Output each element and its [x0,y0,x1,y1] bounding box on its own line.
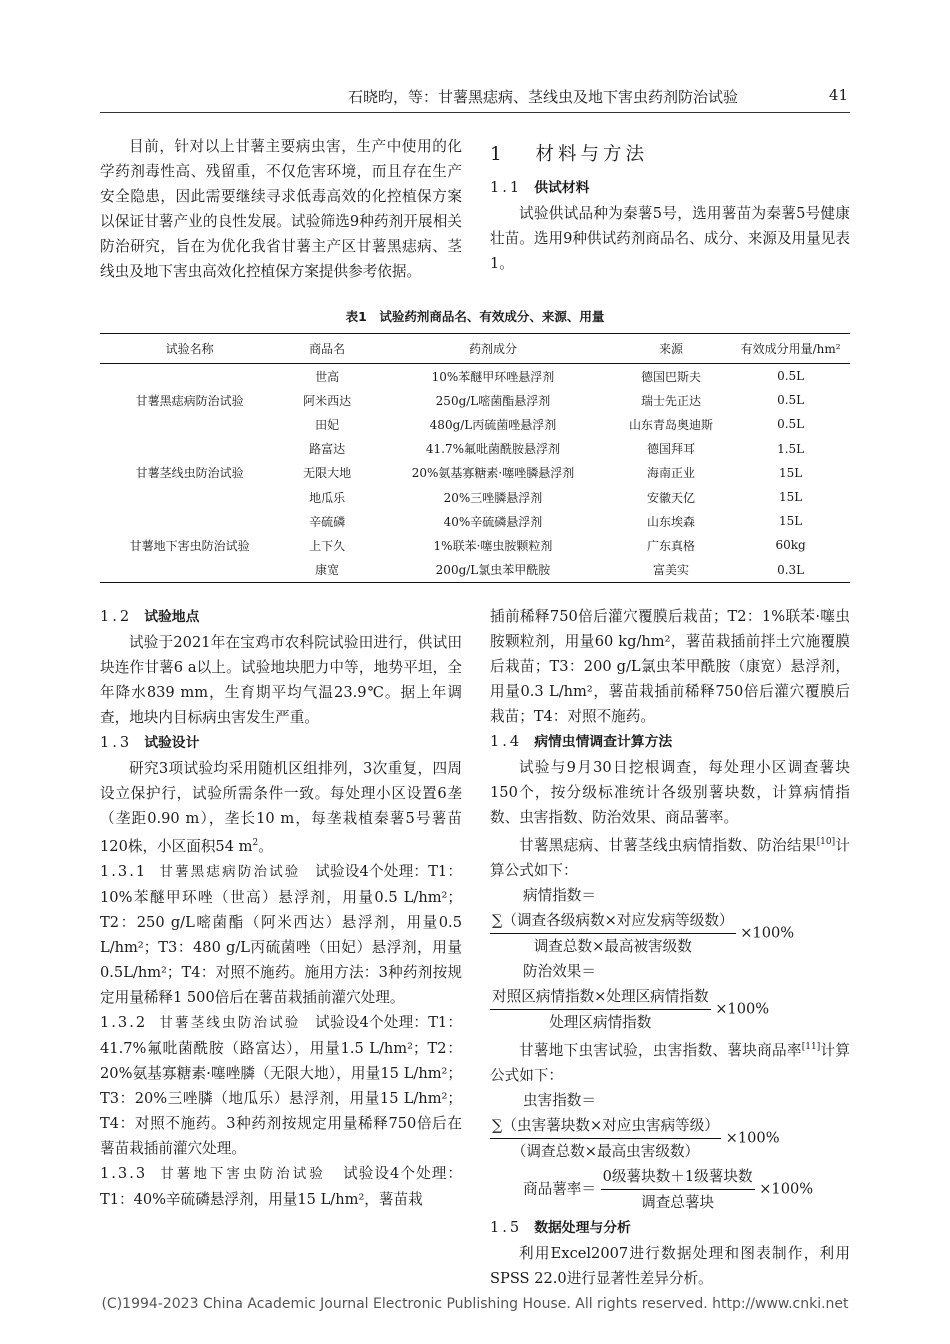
superscript: 2 [252,838,259,848]
cell-source: 山东埃森 [647,514,696,529]
cell-source: 山东青岛奥迪斯 [629,417,714,432]
materials-paragraph: 试验供试品种为秦薯5号，选用薯苗为秦薯5号健康壮苗。选用9种供试药剂商品名、成分、来源及用量见表1。 [490,205,850,272]
section-number: 1.3 [100,734,133,751]
trial-text: 试验设4个处理：T1：41.7%氟吡菌酰胺（路富达），用量1.5 L/hm²；T2：20%氨基寡糖素·噻唑膦（无限大地），用量15 L/hm²；T3：20%三唑膦（地瓜乐）悬浮剂，用量15 L/hm²；T4：对照不施药。3种药剂按规定用量稀释750倍后在薯苗栽插前灌穴处理。 [100,1013,463,1157]
fraction [490,984,711,1035]
section-number: 1.5 [490,1218,523,1236]
multiplier: ×100% [740,924,795,942]
cell-source: 海南正业 [647,466,696,481]
fraction [490,1113,721,1164]
cell-dose: 0.5L [777,417,805,432]
cell-dose: 15L [778,490,803,505]
formula-intro-text: 甘薯地下虫害试验，虫害指数、薯块商品率 [519,1041,802,1059]
citation: [11] [801,1041,821,1052]
table-row [100,485,850,509]
cell-dose: 15L [778,514,803,529]
survey-paragraph: 试验与9月30日挖根调查，每处理小区调查薯块150个，按分级标准统计各级别薯块数，计算病情指数、虫害指数、防治效果、商品薯率。 [490,759,850,826]
cell-group: 甘薯茎线虫防治试验 [135,466,244,481]
design-paragraph [100,756,462,859]
denominator: 调查总薯块 [641,1193,715,1211]
section-title: 材料与方法 [535,144,648,165]
cell-group [100,558,279,583]
cell-name: 上下久 [309,538,346,553]
cell-ingredient: 250g/L嘧菌酯悬浮剂 [435,393,551,408]
denominator: （调查总数×最高虫害级数） [511,1142,700,1160]
data-analysis-paragraph: 利用Excel2007进行数据处理和图表制作，利用SPSS 22.0进行显著性差异分析。 [490,1244,850,1287]
right-methods-column [490,604,850,1291]
site-paragraph: 试验于2021年在宝鸡市农科院试验田进行，供试田块连作甘薯6 a以上。试验地块肥力中等，地势平坦，全年降水839 mm，生育期平均气温23.9℃。据上年调查，地块内目标病虫害发生严重。 [100,634,462,726]
formula-control-effect-label: 防治效果＝ [523,962,596,980]
table-row [100,533,850,557]
fraction [490,908,736,959]
table-row [100,437,850,461]
denominator: 调查总数×最高被害级数 [533,937,692,955]
multiplier: ×100% [759,1180,814,1198]
formula-commodity-rate [490,1164,850,1215]
cell-ingredient: 20%氨基寡糖素·噻唑膦悬浮剂 [411,466,575,481]
formula-label: 商品薯率＝ [523,1180,596,1198]
cell-ingredient: 200g/L氯虫苯甲酰胺 [375,558,611,583]
formula-control-effect [490,984,850,1035]
cell-ingredient: 41.7%氟吡菌酰胺悬浮剂 [425,442,561,457]
cell-name: 世高 [315,369,340,384]
section-heading-1-2 [100,604,462,630]
section-heading-1-1 [490,175,850,201]
header-ingredient: 药剂成分 [375,334,611,364]
cell-dose: 0.3L [731,558,850,583]
numerator: 0级薯块数＋1级薯块数 [601,1164,755,1190]
header-dose: 有效成分用量/hm² [731,334,850,364]
numerator: ∑（虫害薯块数×对应虫害病等级） [490,1113,721,1139]
section-heading-1-3 [100,730,462,756]
section-title: 病情虫情调查计算方法 [534,734,673,750]
cell-source: 富美实 [611,558,731,583]
cell-group [100,509,279,533]
section-title: 甘薯茎线虫防治试验 [159,1014,301,1031]
fraction [601,1164,755,1215]
table-caption: 表1 试验药剂商品名、有效成分、来源、用量 [345,309,605,324]
section-title: 试验设计 [144,735,200,751]
section-number: 1.3.1 [100,862,148,880]
cell-dose: 0.5L [777,393,805,408]
numerator: ∑（调查各级病数×对应发病等级数） [490,908,736,934]
section-title: 甘薯地下害虫防治试验 [159,1165,326,1182]
table-row [100,558,850,583]
cell-ingredient: 40%辛硫磷悬浮剂 [443,514,543,529]
right-intro-column [490,142,850,276]
section-heading-1 [490,142,850,167]
formula-intro-1 [490,830,850,883]
cell-group: 甘薯地下害虫防治试验 [129,538,250,553]
formula-intro-2 [490,1035,850,1088]
cell-name: 辛硫磷 [309,514,346,529]
subsection-1-3-3 [100,1161,462,1212]
table-row [100,461,850,485]
cell-dose: 0.5L [777,369,805,384]
table-row [100,412,850,436]
cell-dose: 60kg [775,538,806,553]
trial-text: 试验设4个处理：T1：40%辛硫磷悬浮剂，用量15 L/hm²，薯苗栽 [100,1164,462,1208]
section-heading-1-5 [490,1215,850,1241]
copyright-footer: (C)1994-2023 China Academic Journal Electronic Publishing House. All rights reserved. http://www.cnki.net [101,1296,849,1312]
section-number: 1.3.3 [100,1164,148,1182]
intro-paragraph: 目前，针对以上甘薯主要病虫害，生产中使用的化学药剂毒性高、残留重，不仅危害环境，而且存在生产安全隐患，因此需要继续寻求低毒高效的化控植保方案以保证甘薯产业的良性发展。试验筛选9种药剂开展相关防治研究，旨在为优化我省甘薯主产区甘薯黑痣病、茎线虫及地下害虫高效化控植保方案提供参考依据。 [100,138,462,280]
numerator: 对照区病情指数×处理区病情指数 [490,984,711,1010]
page-number: 41 [828,86,848,104]
citation: [10] [816,837,836,847]
section-number: 1 [490,144,506,165]
cell-group [100,485,279,509]
formula-intro-text-end: 计算公式如下： [490,836,850,879]
cell-source: 广东真格 [647,538,696,553]
formula-intro-text-end: 计算公式如下： [490,1041,850,1084]
formula-pest-index-label: 虫害指数＝ [523,1091,596,1109]
formula-disease-index [490,908,850,959]
header-product-name: 商品名 [279,334,375,364]
section-title: 数据处理与分析 [534,1219,631,1236]
section-number: 1.1 [490,179,523,196]
cell-source: 瑞士先正达 [641,393,702,408]
running-title: 石晓昀，等：甘薯黑痣病、茎线虫及地下害虫药剂防治试验 [347,88,738,106]
formula-intro-text: 甘薯黑痣病、甘薯茎线虫病情指数、防治结果 [519,836,817,854]
cell-name: 阿米西达 [303,393,352,408]
cell-source: 安徽天亿 [647,490,696,505]
cell-ingredient: 10%苯醚甲环唑悬浮剂 [431,369,555,384]
cell-dose: 15L [778,465,803,480]
multiplier: ×100% [715,1000,770,1018]
section-heading-1-4 [490,729,850,755]
cell-ingredient: 1%联苯·噻虫胺颗粒剂 [433,538,553,553]
section-title: 试验地点 [144,609,200,625]
cell-ingredient: 20%三唑膦悬浮剂 [443,490,543,505]
header-trial-name: 试验名称 [100,334,279,364]
table-header-row [100,334,850,364]
cell-source: 德国巴斯夫 [641,369,702,384]
cell-source: 德国拜耳 [647,442,696,457]
cell-name: 地瓜乐 [309,490,346,505]
design-text: 研究3项试验均采用随机区组排列，3次重复，四周设立保护行，试验所需条件一致。每处理小区设置6垄（垄距0.90 m），垄长10 m，每垄栽植秦薯5号薯苗120株，小区面积54 m [100,760,462,855]
cell-name: 康宽 [279,558,375,583]
section-title: 甘薯黑痣病防治试验 [159,863,301,880]
section-number: 1.3.2 [100,1013,148,1031]
formula-disease-index-label: 病情指数＝ [523,886,596,904]
left-methods-column [100,604,462,1212]
design-text-end: 。 [258,837,273,855]
section-number: 1.2 [100,608,133,625]
formula-pest-index [490,1113,850,1164]
table-row [100,388,850,412]
table-row [100,509,850,533]
cell-group [100,364,279,389]
section-number: 1.4 [490,733,523,750]
trial-text: 试验设4个处理：T1：10%苯醚甲环唑（世高）悬浮剂，用量0.5 L/hm²；T2：250 g/L嘧菌酯（阿米西达）悬浮剂，用量0.5 L/hm²；T3：480 g/L丙硫菌唑（田妃）悬浮剂，用量0.5L/hm²；T4：对照不施药。施用方法：3种药剂按规定用量稀释1 500倍后在薯苗栽插前灌穴处理。 [100,862,463,1006]
reagent-table [100,333,850,583]
header-source: 来源 [611,334,731,364]
cell-dose: 1.5L [777,441,805,456]
section-title: 供试材料 [534,180,590,196]
cell-name: 路富达 [309,442,346,457]
cell-group [100,437,279,461]
continued-paragraph: 插前稀释750倍后灌穴覆膜后栽苗；T2：1%联苯·噻虫胺颗粒剂，用量60 kg/hm²，薯苗栽插前拌土穴施覆膜后栽苗；T3：200 g/L氯虫苯甲酰胺（康宽）悬浮剂，用量0.3 L/hm²，薯苗栽插前稀释750倍后灌穴覆膜后栽苗；T4：对照不施药。 [490,608,850,725]
cell-name: 田妃 [315,417,340,432]
multiplier: ×100% [725,1129,780,1147]
cell-group: 甘薯黑痣病防治试验 [135,393,244,408]
cell-name: 无限大地 [303,466,352,481]
table-row [100,364,850,389]
header-rule [100,112,850,113]
cell-ingredient: 480g/L丙硫菌唑悬浮剂 [429,417,557,432]
cell-group [100,412,279,436]
subsection-1-3-2 [100,1010,462,1161]
left-intro-column [100,134,462,284]
denominator: 处理区病情指数 [549,1013,652,1031]
subsection-1-3-1 [100,859,462,1010]
